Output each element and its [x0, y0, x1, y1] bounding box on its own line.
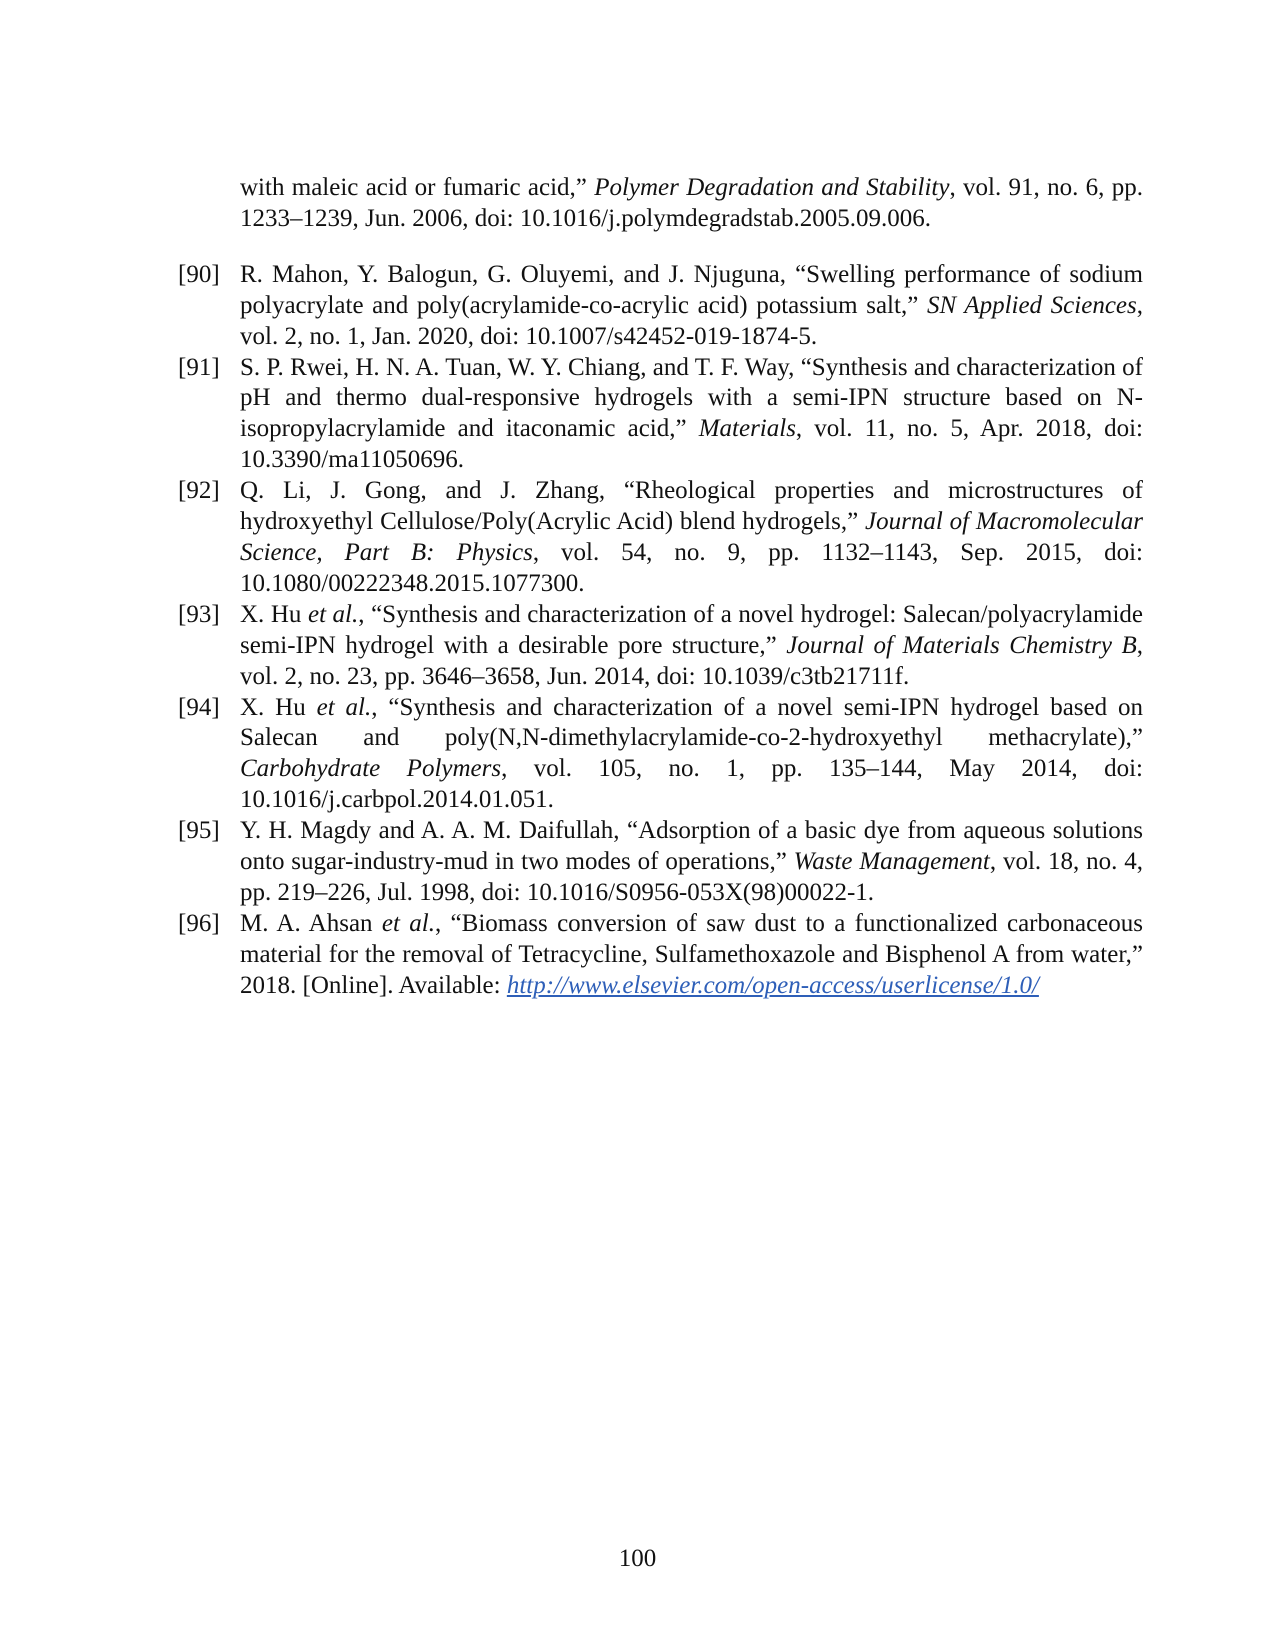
reference-body: R. Mahon, Y. Balogun, G. Oluyemi, and J. Njuguna, “Swelling performance of sodium polyacrylate and poly(acrylamide-co-acrylic acid) potassium salt,” SN Applied Sciences, vol. 2, no. 1, Jan. 2020, doi: 10.1007/s42452-019-1874-5.	[240, 260, 1143, 350]
elsevier-license-link[interactable]: http://www.elsevier.com/open-access/userlicense/1.0/	[506, 971, 1039, 999]
continuation-journal: Polymer Degradation and Stability	[594, 174, 950, 201]
reference-item-94	[178, 693, 1143, 817]
reference-list	[178, 148, 1143, 1002]
continuation-text: with maleic acid or fumaric acid,”	[240, 174, 595, 201]
reference-journal: Journal of Macromolecular Science, Part B: Physics	[240, 508, 1144, 566]
reference-item-92	[178, 476, 1143, 600]
reference-number: [94]	[178, 693, 220, 721]
page-number: 100	[618, 1545, 657, 1572]
et-al: et al.	[316, 693, 372, 721]
reference-journal: Materials	[698, 415, 796, 443]
reference-journal: Carbohydrate Polymers	[240, 755, 502, 783]
reference-number: [92]	[178, 477, 220, 505]
reference-number: [91]	[178, 353, 220, 381]
reference-number: [90]	[178, 260, 220, 288]
reference-body: X. Hu et al., “Synthesis and characterization of a novel semi-IPN hydrogel based on Salecan and poly(N,N-dimethylacrylamide-co-2-hydroxyethyl methacrylate),” Carbohydrate Polymers, vol. 105, no. 1, pp. 135–144, May 2014, doi: 10.1016/j.carbpol.2014.01.051.	[240, 693, 1144, 814]
continuation-details: , vol. 91, no. 6, pp. 1233–1239, Jun. 2006, doi: 10.1016/j.polymdegradstab.2005.09.006.	[240, 174, 1143, 232]
reference-item-95	[178, 816, 1143, 909]
reference-item-93	[178, 600, 1143, 693]
reference-body: X. Hu et al., “Synthesis and characterization of a novel hydrogel: Salecan/polyacrylamide semi-IPN hydrogel with a desirable pore structure,” Journal of Materials Chemistry B, vol. 2, no. 23, pp. 3646–3658, Jun. 2014, doi: 10.1039/c3tb21711f.	[240, 600, 1144, 690]
reference-journal: SN Applied Sciences	[926, 291, 1137, 319]
reference-continuation	[178, 173, 1143, 235]
reference-number: [95]	[178, 817, 220, 845]
reference-number: [93]	[178, 600, 220, 628]
reference-item-90	[178, 260, 1143, 353]
reference-body: Y. H. Magdy and A. A. M. Daifullah, “Adsorption of a basic dye from aqueous solutions onto sugar-industry-mud in two modes of operations,” Waste Management, vol. 18, no. 4, pp. 219–226, Jul. 1998, doi: 10.1016/S0956-053X(98)00022-1.	[240, 817, 1144, 906]
reference-body: S. P. Rwei, H. N. A. Tuan, W. Y. Chiang, and T. F. Way, “Synthesis and characterization of pH and thermo dual-responsive hydrogels with a semi-IPN structure based on N-isopropylacrylamide and itaconamic acid,” Materials, vol. 11, no. 5, Apr. 2018, doi: 10.3390/ma11050696.	[240, 353, 1143, 474]
reference-item-91	[178, 353, 1143, 477]
reference-journal: Waste Management	[793, 848, 990, 876]
reference-journal: Journal of Materials Chemistry B	[786, 631, 1137, 659]
reference-body: Q. Li, J. Gong, and J. Zhang, “Rheological properties and microstructures of hydroxyethyl Cellulose/Poly(Acrylic Acid) blend hydrogels,” Journal of Macromolecular Science, Part B: Physics, vol. 54, no. 9, pp. 1132–1143, Sep. 2015, doi: 10.1080/00222348.2015.1077300.	[240, 477, 1144, 597]
reference-number: [96]	[178, 909, 220, 937]
et-al: et al.	[381, 909, 435, 937]
reference-item-96	[178, 909, 1143, 1002]
et-al: et al.	[307, 600, 359, 628]
reference-body: M. A. Ahsan et al., “Biomass conversion of saw dust to a functionalized carbonaceous material for the removal of Tetracycline, Sulfamethoxazole and Bisphenol A from water,” 2018. [Online]. Available: http://www.elsevier.com/open-access/userlicense/1.0/	[240, 909, 1144, 999]
